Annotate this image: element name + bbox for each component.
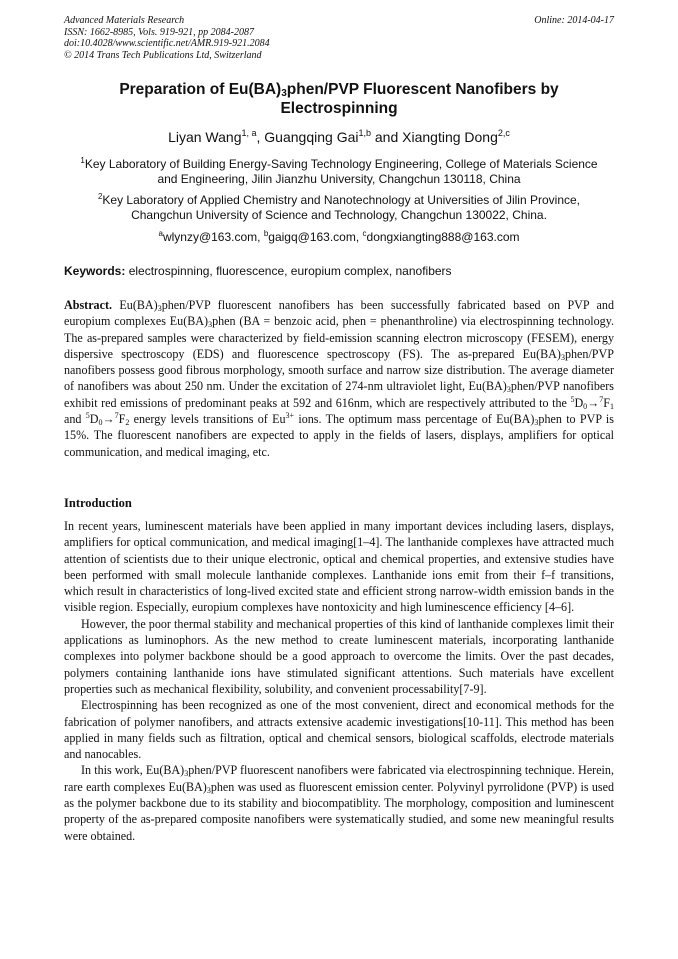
online-date: Online: 2014-04-17 — [534, 15, 614, 26]
journal-header — [64, 15, 614, 61]
email-link[interactable]: gaigq@163.com, — [268, 230, 363, 244]
section-heading-introduction: Introduction — [64, 496, 132, 510]
email-link[interactable]: wlynzy@163.com, — [162, 230, 264, 244]
copyright-line: © 2014 Trans Tech Publications Ltd, Switzerland — [64, 49, 262, 61]
paragraph: Electrospinning has been recognized as one of the most convenient, direct and economical methods for the fabrication of polymer nanofibers, and attracts extensive academic investigations[10-11]. This method has been applied in many fields such as filtration, optical and chemical sensors, biological scaffolds, electrode materials and nanocables. — [64, 698, 614, 762]
doi-line: doi:10.4028/www.scientific.net/AMR.919-921.2084 — [64, 38, 270, 49]
keywords-text: electrospinning, fluorescence, europium complex, nanofibers — [125, 264, 452, 278]
paragraph: In this work, $Eu(BA)_3phen$/PVP fluorescent nanofibers were fabricated via electrospinning technique. Herein, rare earth complexes $Eu(BA)_3phen$ was used as fluorescent emission center. Polyvinyl pyrrolidone (PVP) is used as the polymer backbone due to its stability and biocompatiblity. The morphology, composition and luminescent property of the as-prepared composite nanofibers were systematically studied, and some new meaningful results were obtained. — [64, 763, 614, 843]
paragraph: However, the poor thermal stability and mechanical properties of this kind of lanthanide complexes limit their applications as luminophors. As the new method to create luminescent materials, incorporating lanthanide complexes into polymer backbone should be a good approach to overcome the limits. Over the past decades, polymers containing lanthanide ions have stimulated significant attentions. Such materials have excellent properties such as mechanical flexibility, solubility, and convenient processability[7-9]. — [64, 616, 614, 696]
author-emails: $^a$wlynzy@163.com, $^b$gaigq@163.com, $^c$dongxiangting888@163.com — [158, 229, 520, 244]
introduction-body — [64, 518, 614, 844]
paper-title: Preparation of $Eu(BA)_3phen$/PVP Fluorescent Nanofibers by Electrospinning — [119, 81, 559, 117]
affiliation-2: $^2$Key Laboratory of Applied Chemistry and Nanotechnology at Universities of Jilin Province, Changchun University of Science and Technology, Changchun 130022, China. — [97, 192, 581, 222]
abstract: Abstract. $Eu(BA)_3phen$/PVP fluorescent nanofibers has been successfully fabricated based on PVP and europium complexes $Eu(BA)_3phen$ (BA = benzoic acid, phen = phenanthroline) via electrospinning technology. The as-prepared samples were characterized by field-emission scanning electron microscopy (FESEM), energy dispersive spectroscopy (EDS) and fluorescence spectroscopy (FS). The as-prepared $Eu(BA)_3phen$/PVP nanofibers possess good fibrous morphology, smooth surface and narrow size distribution. The average diameter of nanofibers was about 250 nm. Under the excitation of 274-nm ultraviolet light, $Eu(BA)_3phen$/PVP nanofibers exhibit red emissions of predominant peaks at 592 and 616nm, which are respectively attributed to the $^5D_0\to^7F_1$ and $^5D_0\to^7F_2$ energy levels transitions of $Eu^{3+}$ ions. The optimum mass percentage of $Eu(BA)_3phen$ to PVP is 15%. The fluorescent nanofibers are expected to apply in the fields of lasers, displays, amplifiers for optical communication, and medical imaging, etc. — [64, 298, 615, 459]
paragraph: In recent years, luminescent materials have been applied in many important devices including lasers, displays, amplifiers for optical communication, and medical imaging[1–4]. The lanthanide complexes have attracted much attention of scientists due to their unique electronic, optical and chemical properties, and extensive studies have been performed with small molecule lanthanide complexes. Lanthanide ions emit from their f–f transitions, which result in characteristics of long-lived excited state and efficient strong narrow-width emission bands in the visible region. Especially, europium complexes have nontoxicity and high luminescence efficiency [4–6]. — [64, 519, 614, 615]
abstract-label: Abstract. — [64, 298, 113, 312]
author-list: Liyan Wang$^{1, a}$, Guangqing Gai$^{1,b}$ and Xiangting Dong$^{2,c}$ — [168, 128, 510, 145]
affiliation-1: $^1$Key Laboratory of Building Energy-Saving Technology Engineering, College of Materials Science and Engineering, Jilin Jianzhu University, Changchun 130118, China — [80, 156, 598, 186]
email-link[interactable]: dongxiangting888@163.com — [366, 230, 520, 244]
issn-line: ISSN: 1662-8985, Vols. 919-921, pp 2084-2087 — [64, 26, 254, 38]
author-name: Liyan Wang — [168, 129, 242, 145]
keywords-label: Keywords: — [64, 264, 126, 278]
author-name: Guangqing Gai — [264, 129, 359, 145]
keywords — [64, 264, 614, 279]
author-name: Xiangting Dong — [402, 129, 498, 145]
journal-name: Advanced Materials Research — [64, 15, 185, 26]
